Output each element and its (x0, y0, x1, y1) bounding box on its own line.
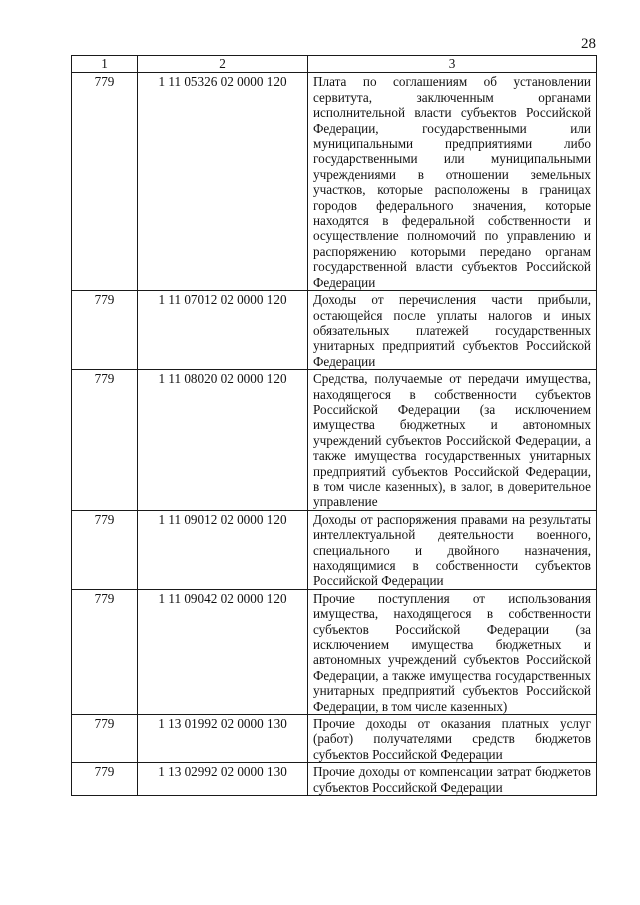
admin-code-cell: 779 (72, 589, 138, 714)
revenue-name-cell: Плата по соглашениям об установлении сервитута, заключенным органами исполнительной власти субъектов Российской Федерации, государственными или муниципальными предприятиями либо государственными или муниципальными учреждениями в отношении земельных участков, которые расположены в границах городов федерального значения, которые находятся в федеральной собственности и осуществление полномочий по управлению и распоряжению которыми передано органам государственной власти субъектов Российской Федерации (308, 73, 597, 291)
table-row (72, 510, 597, 589)
revenue-name-cell: Доходы от перечисления части прибыли, остающейся после уплаты налогов и иных обязательных платежей государственных унитарных предприятий субъектов Российской Федерации (308, 291, 597, 370)
admin-code-cell: 779 (72, 715, 138, 763)
admin-code-cell: 779 (72, 510, 138, 589)
revenue-name-cell: Прочие поступления от использования имущества, находящегося в собственности субъектов Российской Федерации (за исключением имущества бюджетных и автономных учреждений субъектов Российской Федерации, а также имущества государственных унитарных предприятий субъектов Российской Федерации, в том числе казенных) (308, 589, 597, 714)
admin-code-cell: 779 (72, 763, 138, 796)
column-header-3: 3 (308, 56, 597, 73)
admin-code-cell: 779 (72, 370, 138, 511)
table-row (72, 73, 597, 291)
table-row (72, 763, 597, 796)
table-header-row (72, 56, 597, 73)
page-number: 28 (581, 36, 596, 52)
revenue-name-cell: Прочие доходы от оказания платных услуг (работ) получателями средств бюджетов субъектов Российской Федерации (308, 715, 597, 763)
revenue-codes-table (71, 55, 597, 796)
budget-code-cell: 1 13 02992 02 0000 130 (138, 763, 308, 796)
column-header-1: 1 (72, 56, 138, 73)
admin-code-cell: 779 (72, 73, 138, 291)
revenue-name-cell: Средства, получаемые от передачи имущества, находящегося в собственности субъектов Российской Федерации (за исключением имущества бюджетных и автономных учреждений субъектов Российской Федерации, а также имущества государственных унитарных предприятий субъектов Российской Федерации, в том числе казенных), в залог, в доверительное управление (308, 370, 597, 511)
budget-code-cell: 1 13 01992 02 0000 130 (138, 715, 308, 763)
column-header-2: 2 (138, 56, 308, 73)
table-row (72, 589, 597, 714)
budget-code-cell: 1 11 05326 02 0000 120 (138, 73, 308, 291)
revenue-name-cell: Прочие доходы от компенсации затрат бюджетов субъектов Российской Федерации (308, 763, 597, 796)
table-row (72, 291, 597, 370)
admin-code-cell: 779 (72, 291, 138, 370)
table-row (72, 370, 597, 511)
revenue-name-cell: Доходы от распоряжения правами на результаты интеллектуальной деятельности военного, специального и двойного назначения, находящимися в собственности субъектов Российской Федерации (308, 510, 597, 589)
table-row (72, 715, 597, 763)
budget-code-cell: 1 11 09012 02 0000 120 (138, 510, 308, 589)
budget-code-cell: 1 11 08020 02 0000 120 (138, 370, 308, 511)
budget-code-cell: 1 11 09042 02 0000 120 (138, 589, 308, 714)
budget-code-cell: 1 11 07012 02 0000 120 (138, 291, 308, 370)
